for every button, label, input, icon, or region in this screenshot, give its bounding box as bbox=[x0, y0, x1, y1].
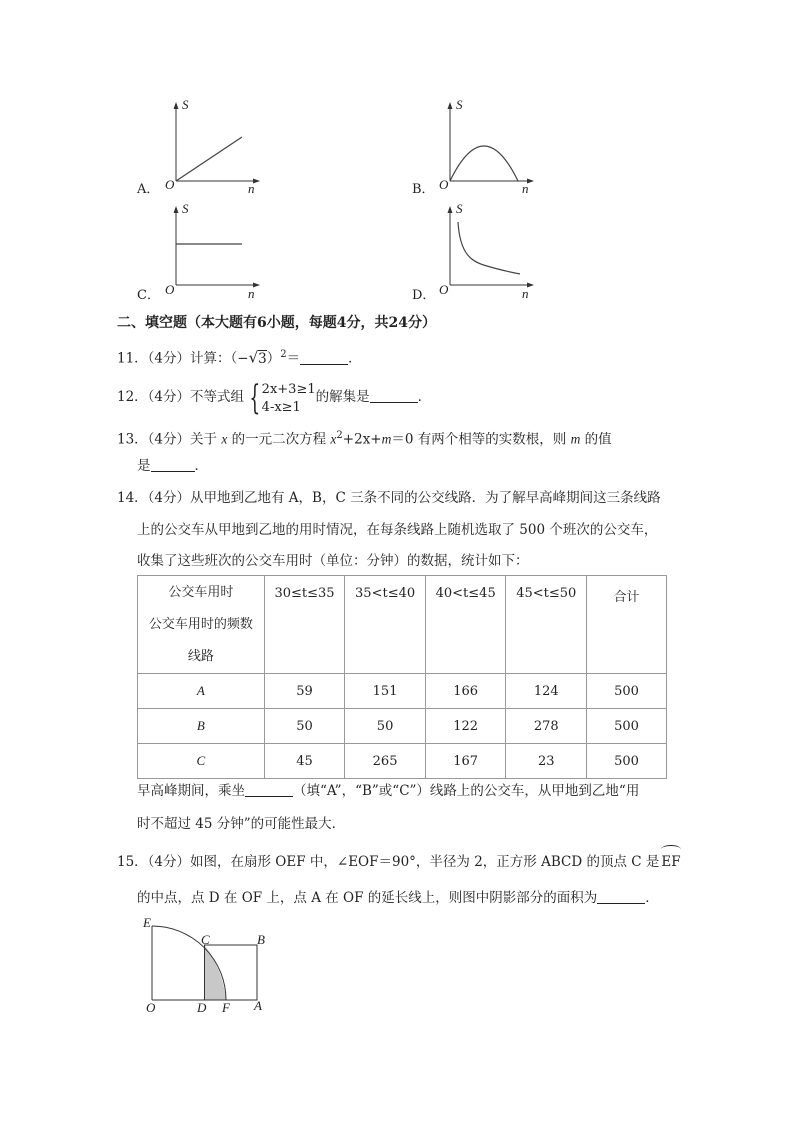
table-cell: 50 bbox=[264, 709, 345, 744]
q14-after-suffix: （填“A”，“B”或“C”）线路上的公交车，从甲地到乙地“用 bbox=[293, 783, 640, 799]
q14-line3: 收集了这些班次的公交车用时（单位：分钟）的数据，统计如下： bbox=[137, 553, 529, 569]
table-cell: 166 bbox=[425, 674, 506, 709]
q14-line1: 14．（4分）从甲地到乙地有 A，B，C 三条不同的公交线路．为了解早高峰期间这三条线路 bbox=[117, 490, 661, 506]
table-cell: 124 bbox=[506, 674, 587, 709]
q13-answer-blank[interactable] bbox=[151, 457, 195, 472]
label-A: A bbox=[254, 998, 262, 1013]
q11-radicand: 3 bbox=[258, 350, 267, 367]
label-F: F bbox=[222, 1000, 230, 1015]
q13-mid: 的一元二次方程 bbox=[231, 431, 327, 448]
q13-eq-a: x bbox=[330, 431, 337, 447]
q11-end: ． bbox=[348, 350, 362, 367]
label-C: C bbox=[201, 932, 210, 947]
q13-x: x bbox=[221, 431, 228, 447]
frequency-table bbox=[137, 575, 667, 779]
table-row bbox=[138, 709, 667, 744]
diagonal-header bbox=[138, 576, 265, 674]
curve-arc bbox=[450, 146, 518, 181]
q12-suffix: 的解集是 bbox=[315, 389, 370, 405]
graph-c-origin: O bbox=[165, 282, 175, 297]
graph-a-y-label: S bbox=[182, 97, 189, 112]
shaded-region bbox=[205, 945, 227, 1000]
q13-eq-b: +2x+ bbox=[342, 431, 382, 448]
q13-eq-exp: 2 bbox=[336, 430, 343, 441]
q15-line2 bbox=[137, 883, 659, 913]
graph-d bbox=[432, 200, 542, 300]
table-cell: 59 bbox=[264, 674, 345, 709]
brace-icon: { bbox=[249, 378, 261, 418]
graph-b-y-label: S bbox=[456, 97, 463, 112]
y-arrow-icon bbox=[448, 102, 453, 109]
q14-line2: 上的公交车从甲地到乙地的用时情况，在每条线路上随机选取了 500 个班次的公交车， bbox=[137, 522, 658, 538]
route-cell: C bbox=[138, 744, 265, 779]
curve-line bbox=[176, 137, 242, 181]
graph-d-x-label: n bbox=[522, 286, 529, 301]
question-12 bbox=[117, 378, 432, 418]
q15-line2-prefix: 的中点，点 D 在 OF 上，点 A 在 OF 的延长线上，则图中阴影部分的面积为 bbox=[137, 890, 598, 906]
label-E: E bbox=[143, 915, 151, 930]
q13-end: ． bbox=[194, 458, 208, 474]
graph-c bbox=[158, 200, 268, 300]
table-row bbox=[138, 674, 667, 709]
y-arrow-icon bbox=[174, 206, 179, 213]
col-header: 30≤t≤35 bbox=[264, 576, 345, 674]
q11-prefix: 11．（4分）计算：（− bbox=[117, 350, 249, 367]
graph-c-x-label: n bbox=[248, 286, 255, 301]
graph-d-origin: O bbox=[439, 282, 449, 297]
question-13 bbox=[117, 421, 612, 455]
route-cell: B bbox=[138, 709, 265, 744]
option-a-label: A． bbox=[137, 182, 160, 197]
q11-suffix: ） bbox=[266, 350, 281, 367]
q12-system bbox=[262, 381, 316, 417]
route-cell: A bbox=[138, 674, 265, 709]
q14-after-line1 bbox=[137, 776, 639, 806]
q15-end: ． bbox=[645, 890, 659, 906]
table-row bbox=[138, 744, 667, 779]
table-cell: 500 bbox=[587, 674, 667, 709]
q15-arc-label: EF bbox=[661, 854, 681, 870]
q12-answer-blank[interactable] bbox=[370, 388, 418, 403]
graph-d-y-label: S bbox=[456, 201, 463, 216]
col-header: 35<t≤40 bbox=[345, 576, 426, 674]
table-cell: 278 bbox=[506, 709, 587, 744]
graph-b-x-label: n bbox=[522, 181, 529, 196]
q11-exp: 2 bbox=[280, 349, 287, 360]
question-13-line2 bbox=[137, 451, 208, 481]
label-B: B bbox=[257, 932, 265, 947]
curve-decay bbox=[458, 222, 520, 274]
q15-line1-prefix: 15．（4分）如图，在扇形 OEF 中，∠EOF＝90°，半径为 2，正方形 ABCD 的顶点 C 是 bbox=[117, 854, 660, 870]
table-cell: 45 bbox=[264, 744, 345, 779]
table-cell: 50 bbox=[345, 709, 426, 744]
y-arrow-icon bbox=[448, 206, 453, 213]
q14-answer-blank[interactable] bbox=[245, 782, 293, 797]
sqrt-icon: √ bbox=[248, 348, 259, 367]
arc-icon bbox=[661, 845, 680, 854]
question-11 bbox=[117, 340, 362, 374]
table-cell: 167 bbox=[425, 744, 506, 779]
option-d-label: D． bbox=[412, 288, 436, 303]
table-cell: 23 bbox=[506, 744, 587, 779]
q11-eq: ＝ bbox=[286, 350, 301, 367]
graph-b-origin: O bbox=[439, 177, 449, 192]
q12-ineq-2: 4-x≥1 bbox=[261, 400, 301, 415]
q13-line2-prefix: 是 bbox=[137, 458, 151, 474]
table-cell: 122 bbox=[425, 709, 506, 744]
label-O: O bbox=[146, 1000, 156, 1015]
q13-eq-c: ＝0 有两个相等的实数根，则 bbox=[391, 431, 567, 448]
q12-end: ． bbox=[417, 389, 432, 405]
option-c-label: C． bbox=[137, 288, 160, 303]
graph-c-y-label: S bbox=[182, 201, 189, 216]
col-header: 45<t≤50 bbox=[506, 576, 587, 674]
q14-after-line2: 时不超过 45 分钟”的可能性最大． bbox=[137, 816, 346, 832]
q15-arc bbox=[661, 847, 680, 877]
diag-row-label: 线路 bbox=[187, 648, 214, 664]
diag-freq-label: 公交车用时的频数 bbox=[148, 616, 253, 632]
q12-ineq-1: 2x+3≥1 bbox=[261, 382, 316, 397]
q13-eq-m: m bbox=[381, 431, 392, 447]
table-cell: 500 bbox=[587, 744, 667, 779]
col-header: 40<t≤45 bbox=[425, 576, 506, 674]
option-b-label: B． bbox=[412, 182, 435, 197]
table-cell: 500 bbox=[587, 709, 667, 744]
table-cell: 265 bbox=[345, 744, 426, 779]
q13-tail: 的值 bbox=[584, 431, 612, 448]
q14-after-prefix: 早高峰期间，乘坐 bbox=[137, 783, 245, 799]
q15-line1 bbox=[117, 847, 681, 877]
label-D: D bbox=[197, 1000, 207, 1015]
q11-answer-blank[interactable] bbox=[300, 350, 348, 365]
q13-m: m bbox=[570, 431, 581, 447]
col-header: 合计 bbox=[587, 576, 667, 674]
section-title: 二、填空题（本大题有6小题，每题4分，共24分） bbox=[117, 315, 436, 331]
diag-col-label: 公交车用时 bbox=[168, 584, 234, 600]
q12-prefix: 12．（4分）不等式组 bbox=[117, 389, 245, 405]
y-arrow-icon bbox=[174, 102, 179, 109]
table-cell: 151 bbox=[345, 674, 426, 709]
graph-a-x-label: n bbox=[248, 181, 255, 196]
graph-a-origin: O bbox=[165, 177, 175, 192]
q15-answer-blank[interactable] bbox=[597, 889, 645, 904]
table-header-row bbox=[138, 576, 667, 674]
q13-prefix: 13．（4分）关于 bbox=[117, 431, 218, 448]
